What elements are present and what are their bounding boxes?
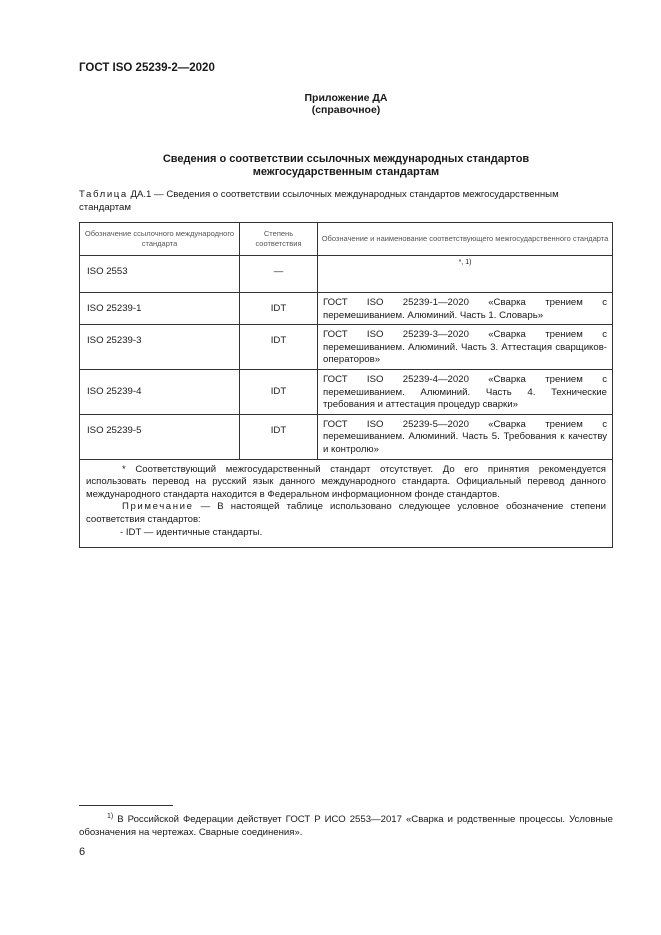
cell-degree: —	[240, 256, 318, 293]
cell-degree: IDT	[240, 325, 318, 370]
note-remark	[86, 501, 606, 526]
cell-degree: IDT	[240, 293, 318, 325]
cell-ref: ISO 25239-5	[80, 414, 240, 459]
footnote-text: В Российской Федерации действует ГОСТ Р ИСО 2553—2017 «Сварка и родственные процессы. Условные обозначения на чертежах. Сварные соединения».	[79, 814, 613, 838]
table-row	[80, 325, 613, 370]
table-row	[80, 414, 613, 459]
column-header-degree: Степень соответствия	[240, 223, 318, 256]
table-header-row	[80, 223, 613, 256]
cell-ref: ISO 25239-3	[80, 325, 240, 370]
page-number: 6	[79, 846, 86, 858]
table-caption-text: ДА.1 — Сведения о соответствии ссылочных международных стандартов межгосударственным стандартам	[79, 189, 559, 213]
cell-ref: ISO 2553	[80, 256, 240, 293]
table-row	[80, 256, 613, 293]
cell-national: ГОСТ ISO 25239-3—2020 «Сварка трением с перемешиванием. Алюминий. Часть 3. Аттестация сварщиков-операторов»	[318, 325, 613, 370]
footnote-ref-mark: *, 1)	[458, 258, 472, 266]
cell-degree: IDT	[240, 414, 318, 459]
footnote-body	[79, 813, 613, 839]
footnote-separator	[79, 805, 173, 806]
appendix-type: (справочное)	[311, 104, 381, 116]
table-row	[80, 293, 613, 325]
note-item: - IDT — идентичные стандарты.	[120, 526, 263, 538]
footnote	[79, 813, 613, 839]
cell-degree: IDT	[240, 369, 318, 414]
column-header-ref: Обозначение ссылочного международного стандарта	[80, 223, 240, 256]
note-text: — В настоящей таблице использовано следующее условное обозначение степени соответствия стандартов:	[86, 501, 606, 525]
cell-national: ГОСТ ISO 25239-1—2020 «Сварка трением с перемешиванием. Алюминий. Часть 1. Словарь»	[318, 293, 613, 325]
correspondence-table	[79, 222, 613, 548]
cell-national: ГОСТ ISO 25239-4—2020 «Сварка трением с перемешиванием. Алюминий. Часть 4. Технические требования и аттестация процедур сварки»	[318, 369, 613, 414]
cell-ref: ISO 25239-1	[80, 293, 240, 325]
cell-ref: ISO 25239-4	[80, 369, 240, 414]
note-star: * Соответствующий межгосударственный стандарт отсутствует. До его принятия рекомендуется использовать перевод на русский язык данного международного стандарта. Официальный перевод данного международного стандарта находится в Федеральном информационном фонде стандартов.	[86, 463, 606, 500]
table-caption	[79, 189, 613, 214]
appendix-title: Приложение ДА	[304, 92, 388, 104]
footnote-marker: 1)	[107, 812, 114, 820]
column-header-national: Обозначение и наименование соответствующего межгосударственного стандарта	[318, 223, 613, 256]
note-label: Примечание	[122, 501, 194, 513]
cell-national: ГОСТ ISO 25239-5—2020 «Сварка трением с перемешиванием. Алюминий. Часть 5. Требования к качеству и контролю»	[318, 414, 613, 459]
section-title-line-2: межгосударственным стандартам	[252, 166, 440, 178]
document-code: ГОСТ ISO 25239-2—2020	[79, 62, 215, 74]
table-notes	[80, 459, 613, 548]
table-caption-label: Таблица	[79, 189, 128, 200]
table-row	[80, 369, 613, 414]
table-notes-row	[80, 459, 613, 548]
cell-national	[318, 256, 613, 293]
section-title-line-1: Сведения о соответствии ссылочных международных стандартов	[162, 153, 530, 165]
